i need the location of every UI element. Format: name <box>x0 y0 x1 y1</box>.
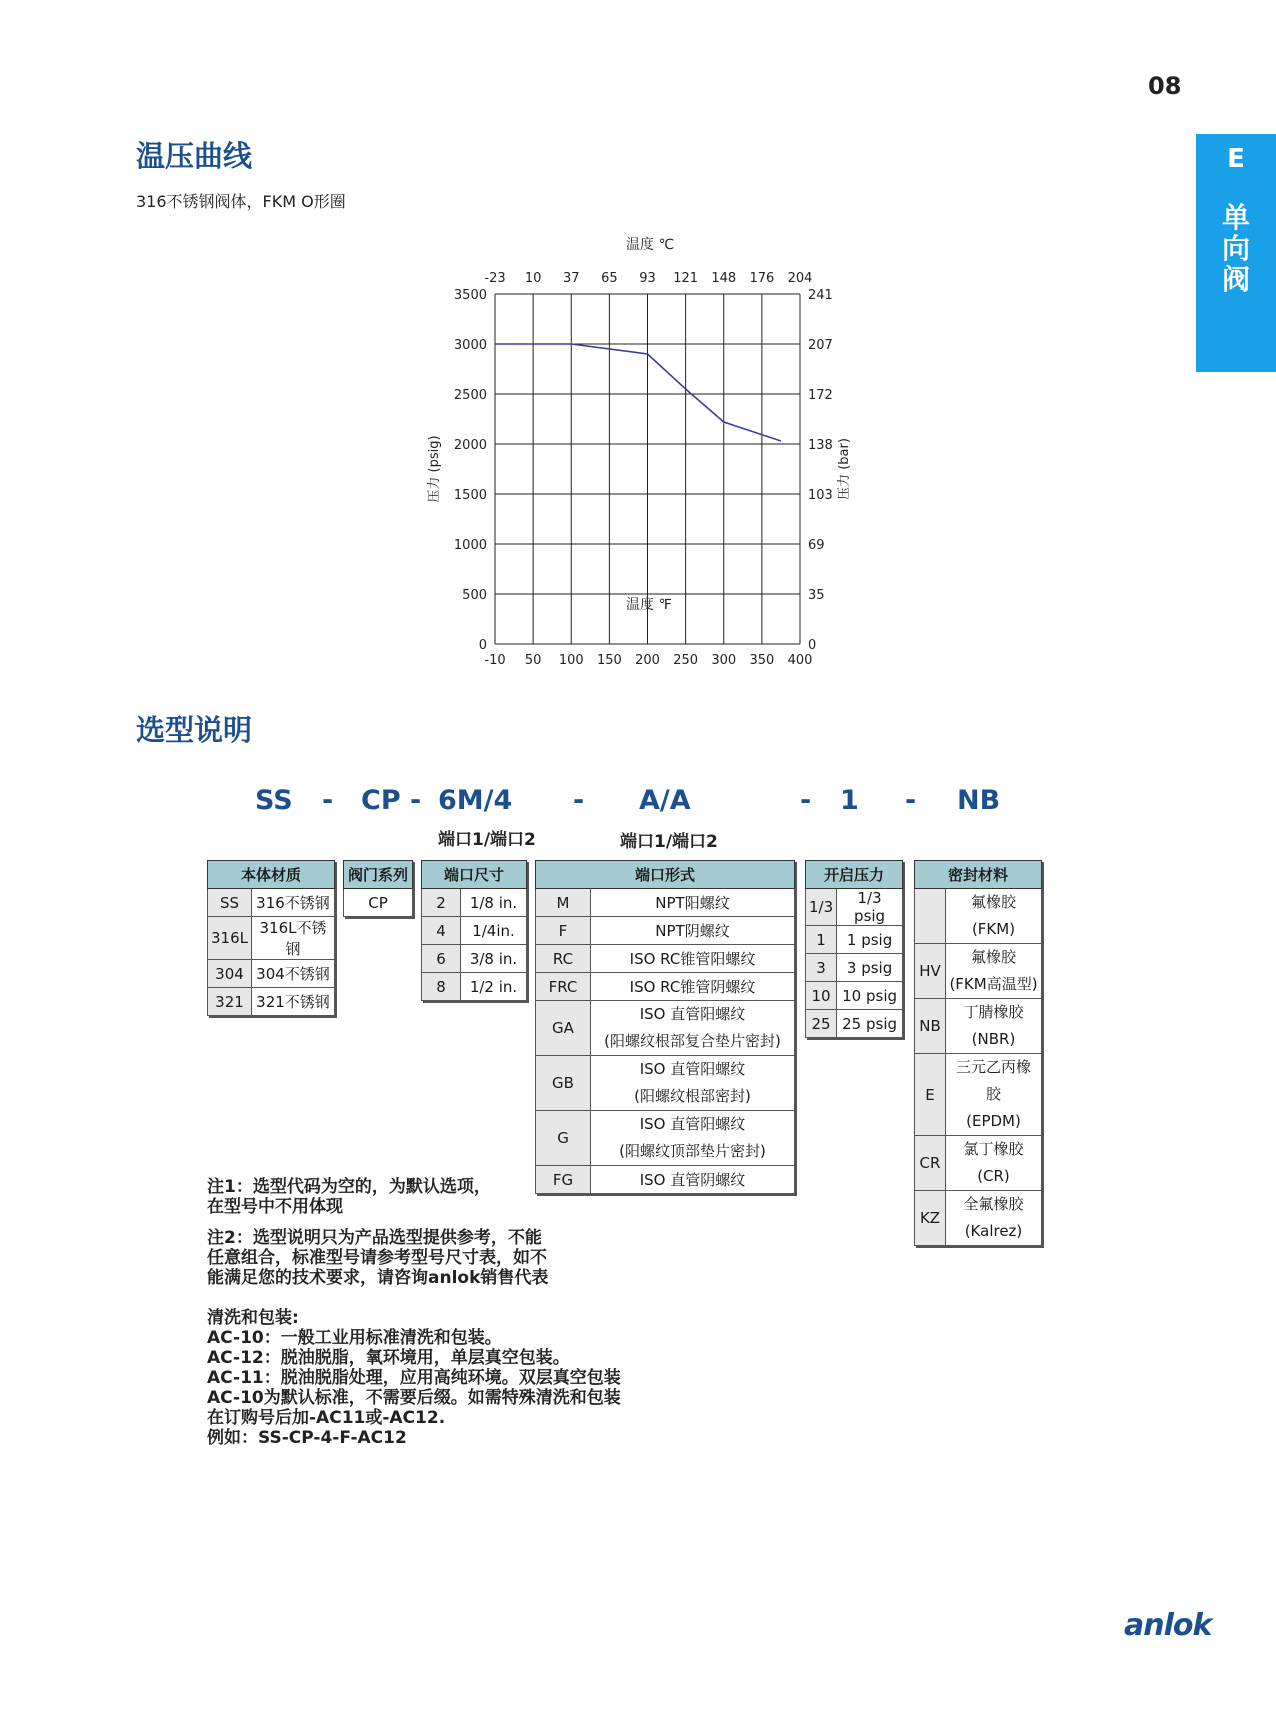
note-1 <box>207 1177 491 1217</box>
option-code: 8 <box>422 973 461 1001</box>
table-row <box>208 917 335 960</box>
x-top-tick-label: 148 <box>711 271 737 286</box>
note-line: AC-12：脱油脱脂，氧环境用，单层真空包装。 <box>207 1348 570 1368</box>
seal-table <box>914 860 1042 1246</box>
x-top-tick-label: -23 <box>484 271 506 286</box>
code-segment: 1 <box>840 785 859 816</box>
note-line: 例如：SS-CP-4-F-AC12 <box>207 1428 407 1448</box>
option-code: 2 <box>422 889 461 917</box>
option-code: SS <box>208 889 252 917</box>
option-value: CP <box>344 889 413 917</box>
code-sub-label-2: 端口1/端口2 <box>620 832 718 852</box>
note-line: 在型号中不用体现 <box>207 1197 343 1217</box>
page-number: 08 <box>1148 72 1182 100</box>
x-top-tick-label: 65 <box>601 271 618 286</box>
option-code: HV <box>915 944 946 999</box>
y-axis-label: 压力 (psig) <box>427 435 442 503</box>
y-right-tick-label: 241 <box>808 288 833 303</box>
y-right-axis-label: 压力 (bar) <box>837 438 852 500</box>
x-tick-label: 100 <box>558 653 584 668</box>
code-segment: SS <box>255 785 293 816</box>
code-segment: CP <box>361 785 401 816</box>
note-2 <box>207 1228 548 1288</box>
option-value: 1 psig <box>837 926 903 954</box>
option-value: ISO 直管阳螺纹 (阳螺纹顶部垫片密封) <box>591 1111 795 1166</box>
brand-logo: anlok <box>1124 1608 1212 1643</box>
option-code: GA <box>536 1001 591 1056</box>
y-right-tick-label: 35 <box>808 588 825 603</box>
note-line: AC-11：脱油脱脂处理，应用高纯环境。双层真空包装 <box>207 1368 621 1388</box>
side-tab-letter: E <box>1227 144 1245 174</box>
table-row <box>536 889 795 917</box>
option-code: KZ <box>915 1191 946 1246</box>
table-row <box>536 1001 795 1056</box>
option-value: ISO RC锥管阴螺纹 <box>591 973 795 1001</box>
option-value: 1/4in. <box>461 917 527 945</box>
cleaning-notes <box>207 1308 621 1448</box>
table-header: 密封材料 <box>915 861 1042 889</box>
x-top-tick-label: 37 <box>562 271 580 286</box>
y-tick-label: 3500 <box>453 288 487 303</box>
note-line: 清洗和包装: <box>207 1308 299 1328</box>
option-code: FG <box>536 1166 591 1194</box>
side-tab-char: 单 <box>1221 201 1250 234</box>
chart-x-axis-label: 温度 ℉ <box>626 597 672 613</box>
option-value: 25 psig <box>837 1010 903 1038</box>
section-side-tab <box>1196 134 1276 372</box>
y-tick-label: 2000 <box>453 438 487 453</box>
x-tick-label: -10 <box>484 653 506 668</box>
size-table <box>421 860 527 1001</box>
section-subtitle: 316不锈钢阀体，FKM O形圈 <box>136 192 346 211</box>
option-code: 10 <box>806 982 837 1010</box>
table-row <box>806 889 903 926</box>
note-line: AC-10为默认标准，不需要后缀。如需特殊清洗和包装 <box>207 1388 621 1408</box>
option-value: 氟橡胶 (FKM) <box>946 889 1042 944</box>
x-tick-label: 200 <box>635 653 660 668</box>
table-row <box>915 1054 1042 1136</box>
option-code: 1/3 <box>806 889 837 926</box>
table-header: 本体材质 <box>208 861 335 889</box>
series-table <box>343 860 413 917</box>
code-separator: - <box>573 785 585 816</box>
option-value: 1/2 in. <box>461 973 527 1001</box>
table-row <box>915 999 1042 1054</box>
option-value: NPT阴螺纹 <box>591 917 795 945</box>
table-row <box>422 889 527 917</box>
option-code: 321 <box>208 988 252 1016</box>
y-tick-label: 2500 <box>453 388 487 403</box>
y-right-tick-label: 69 <box>808 538 825 553</box>
code-segment: 6M/4 <box>438 785 513 816</box>
side-tab-char: 向 <box>1221 232 1250 265</box>
x-top-tick-label: 176 <box>749 271 775 286</box>
code-separator: - <box>322 785 334 816</box>
table-header: 开启压力 <box>806 861 903 889</box>
y-tick-label: 500 <box>462 588 487 603</box>
x-tick-label: 350 <box>749 653 775 668</box>
option-code: NB <box>915 999 946 1054</box>
option-value: 1/8 in. <box>461 889 527 917</box>
table-row <box>422 917 527 945</box>
option-code: M <box>536 889 591 917</box>
table-row <box>915 889 1042 944</box>
pressure-table <box>805 860 903 1038</box>
table-row <box>208 988 335 1016</box>
x-tick-label: 250 <box>673 653 699 668</box>
option-value: 丁腈橡胶 (NBR) <box>946 999 1042 1054</box>
note-line: 注2：选型说明只为产品选型提供参考，不能 <box>207 1228 542 1248</box>
y-right-tick-label: 103 <box>808 488 833 503</box>
option-code: FRC <box>536 973 591 1001</box>
x-tick-label: 400 <box>787 653 813 668</box>
option-code <box>915 889 946 944</box>
table-header: 端口形式 <box>536 861 795 889</box>
code-separator: - <box>905 785 917 816</box>
x-tick-label: 50 <box>524 653 542 668</box>
table-row <box>806 926 903 954</box>
table-row <box>806 954 903 982</box>
option-value: 10 psig <box>837 982 903 1010</box>
table-row <box>915 1191 1042 1246</box>
table-row <box>208 889 335 917</box>
note-line: AC-10：一般工业用标准清洗和包装。 <box>207 1328 502 1348</box>
note-line: 任意组合，标准型号请参考型号尺寸表，如不 <box>207 1248 547 1268</box>
option-code: 4 <box>422 917 461 945</box>
note-line: 能满足您的技术要求，请咨询anlok销售代表 <box>207 1268 549 1288</box>
table-row <box>422 973 527 1001</box>
section-title-selection: 选型说明 <box>136 713 253 747</box>
table-header: 端口尺寸 <box>422 861 527 889</box>
table-row <box>806 982 903 1010</box>
y-right-tick-label: 0 <box>808 638 817 653</box>
table-row <box>536 1166 795 1194</box>
x-top-tick-label: 204 <box>787 271 813 286</box>
note-line: 注1：选型代码为空的，为默认选项， <box>207 1177 491 1197</box>
table-row <box>806 1010 903 1038</box>
x-tick-label: 150 <box>596 653 622 668</box>
table-row <box>536 1056 795 1111</box>
table-row <box>915 1136 1042 1191</box>
option-value: 3/8 in. <box>461 945 527 973</box>
x-top-tick-label: 10 <box>524 271 542 286</box>
material-table <box>207 860 335 1016</box>
option-code: E <box>915 1054 946 1136</box>
section-title-pressure-curve: 温压曲线 <box>136 139 253 173</box>
option-value: ISO 直管阴螺纹 <box>591 1166 795 1194</box>
option-value: 316L不锈钢 <box>252 917 335 960</box>
note-line: 在订购号后加-AC11或-AC12. <box>207 1408 446 1428</box>
option-value: ISO 直管阳螺纹 (阳螺纹根部密封) <box>591 1056 795 1111</box>
option-code: 1 <box>806 926 837 954</box>
table-header: 阀门系列 <box>344 861 413 889</box>
table-row <box>536 1111 795 1166</box>
option-code: 25 <box>806 1010 837 1038</box>
option-code: 3 <box>806 954 837 982</box>
y-tick-label: 0 <box>478 638 487 653</box>
port-table <box>535 860 795 1194</box>
chart-top-axis-label: 温度 ℃ <box>626 237 675 253</box>
option-value: 氟橡胶 (FKM高温型) <box>946 944 1042 999</box>
series-line <box>495 344 781 441</box>
option-value: ISO RC锥管阳螺纹 <box>591 945 795 973</box>
table-row <box>536 917 795 945</box>
option-value: NPT阳螺纹 <box>591 889 795 917</box>
x-top-tick-label: 121 <box>673 271 699 286</box>
option-value: ISO 直管阳螺纹 (阳螺纹根部复合垫片密封) <box>591 1001 795 1056</box>
y-tick-label: 3000 <box>453 338 487 353</box>
table-row <box>536 945 795 973</box>
y-right-tick-label: 172 <box>808 388 833 403</box>
x-top-tick-label: 93 <box>639 271 656 286</box>
y-tick-label: 1500 <box>453 488 487 503</box>
table-row <box>344 889 413 917</box>
option-code: RC <box>536 945 591 973</box>
table-row <box>536 973 795 1001</box>
side-tab-char: 阀 <box>1221 263 1250 296</box>
side-tab-label <box>1196 202 1276 295</box>
table-row <box>208 960 335 988</box>
table-row <box>915 944 1042 999</box>
code-separator: - <box>410 785 422 816</box>
option-value: 全氟橡胶 (Kalrez) <box>946 1191 1042 1246</box>
option-code: 6 <box>422 945 461 973</box>
option-value: 3 psig <box>837 954 903 982</box>
y-right-tick-label: 138 <box>808 438 833 453</box>
option-code: F <box>536 917 591 945</box>
y-right-tick-label: 207 <box>808 338 833 353</box>
option-value: 氯丁橡胶 (CR) <box>946 1136 1042 1191</box>
table-row <box>422 945 527 973</box>
code-sub-label-1: 端口1/端口2 <box>438 830 536 850</box>
option-code: G <box>536 1111 591 1166</box>
option-code: GB <box>536 1056 591 1111</box>
option-value: 316不锈钢 <box>252 889 335 917</box>
code-segment: A/A <box>639 785 691 816</box>
option-value: 1/3 psig <box>837 889 903 926</box>
option-code: CR <box>915 1136 946 1191</box>
option-value: 304不锈钢 <box>252 960 335 988</box>
code-segment: NB <box>957 785 1001 816</box>
option-code: 304 <box>208 960 252 988</box>
x-tick-label: 300 <box>711 653 737 668</box>
y-tick-label: 1000 <box>453 538 487 553</box>
code-separator: - <box>800 785 812 816</box>
option-value: 三元乙丙橡胶 (EPDM) <box>946 1054 1042 1136</box>
option-value: 321不锈钢 <box>252 988 335 1016</box>
option-code: 316L <box>208 917 252 960</box>
